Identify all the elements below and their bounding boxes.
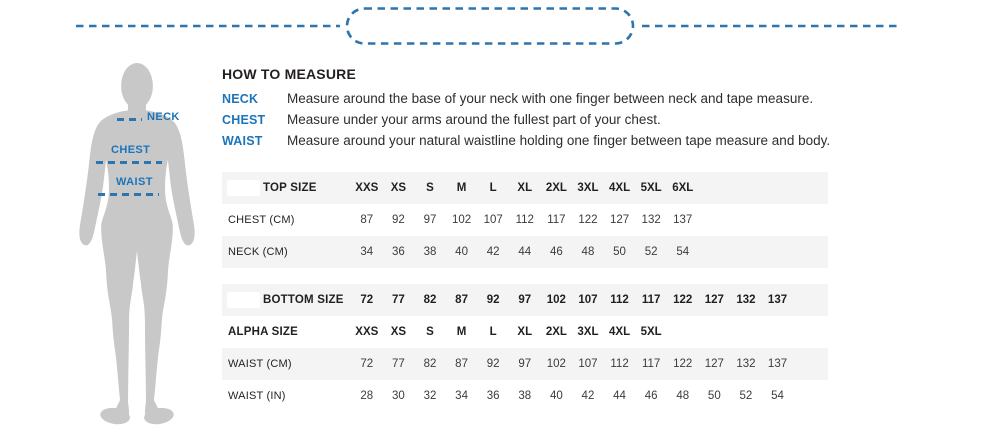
size-value-cell: 112 xyxy=(610,294,629,306)
size-value-cell: 36 xyxy=(486,390,500,402)
size-value-cell: 92 xyxy=(486,294,500,306)
size-value-cell: 4XL xyxy=(609,326,631,338)
size-value-cell: XS xyxy=(390,182,407,194)
size-value-cell: 117 xyxy=(547,214,566,226)
size-value-cell: 5XL xyxy=(640,182,662,194)
chest-dash-line-icon xyxy=(96,161,162,164)
size-value-cell: 132 xyxy=(736,294,756,306)
size-value-cell: 87 xyxy=(360,214,374,226)
figure-chest-label: CHEST xyxy=(111,144,151,156)
size-value-cell: 127 xyxy=(609,214,630,226)
size-table-row xyxy=(222,172,828,204)
size-value-cell: S xyxy=(426,326,434,338)
size-value-cell: 137 xyxy=(767,358,788,370)
size-value-cell: 112 xyxy=(515,214,534,226)
size-value-cell: 54 xyxy=(771,390,784,402)
waist-item-label: WAIST xyxy=(222,134,263,148)
size-value-cell: 122 xyxy=(578,214,598,226)
size-value-cell: 102 xyxy=(451,214,472,226)
chest-item-text: Measure under your arms around the fullest part of your chest. xyxy=(287,112,661,127)
size-value-cell: 117 xyxy=(641,294,661,306)
size-value-cell: 97 xyxy=(518,358,532,370)
size-value-cell: 87 xyxy=(455,294,468,306)
size-table-row xyxy=(222,316,828,348)
waist-item-text: Measure around your natural waistline holding one finger between tape measure and body. xyxy=(287,133,831,148)
size-value-cell: 92 xyxy=(486,358,500,370)
size-value-cell: 44 xyxy=(518,246,532,258)
size-value-cell: 117 xyxy=(641,358,661,370)
waist-dash-line-icon xyxy=(98,193,159,196)
how-to-measure-title: HOW TO MEASURE xyxy=(222,66,356,82)
size-value-cell: 102 xyxy=(546,358,566,370)
size-value-cell: 2XL xyxy=(545,326,567,338)
size-value-cell: S xyxy=(426,182,434,194)
size-value-cell: M xyxy=(456,326,467,338)
size-value-cell: 32 xyxy=(423,390,437,402)
figure-waist-label: WAIST xyxy=(116,176,153,188)
how-to-measure-item xyxy=(222,112,952,127)
size-value-cell: 72 xyxy=(360,358,374,370)
size-value-cell: XL xyxy=(517,326,533,338)
size-value-cell: 50 xyxy=(707,390,721,402)
body-silhouette xyxy=(58,60,216,428)
size-table-row xyxy=(222,380,828,412)
row-label: BOTTOM SIZE xyxy=(263,294,344,306)
size-value-cell: 132 xyxy=(641,214,661,226)
row-label: TOP SIZE xyxy=(263,182,317,194)
size-table-row xyxy=(222,284,828,316)
size-value-cell: L xyxy=(489,182,497,194)
size-value-cell: 50 xyxy=(613,246,626,258)
size-value-cell: 34 xyxy=(455,390,468,402)
row-label: NECK (CM) xyxy=(228,246,288,258)
size-value-cell: 40 xyxy=(455,246,468,258)
size-value-cell: XXS xyxy=(355,326,379,338)
size-value-cell: 48 xyxy=(581,246,595,258)
size-value-cell: M xyxy=(456,182,467,194)
size-value-cell: 112 xyxy=(610,358,629,370)
size-value-cell: 6XL xyxy=(672,182,694,194)
size-value-cell: 4XL xyxy=(609,182,631,194)
size-value-cell: 87 xyxy=(455,358,468,370)
size-value-cell: 34 xyxy=(360,246,374,258)
size-value-cell: 122 xyxy=(673,358,693,370)
chest-item-label: CHEST xyxy=(222,113,266,127)
size-value-cell: 38 xyxy=(518,390,532,402)
size-value-cell: 127 xyxy=(704,358,724,370)
size-value-cell: 30 xyxy=(391,390,405,402)
size-table-row xyxy=(222,204,828,236)
size-value-cell: 107 xyxy=(578,358,598,370)
size-value-cell: 48 xyxy=(676,390,690,402)
size-value-cell: 97 xyxy=(423,214,437,226)
size-value-cell: 3XL xyxy=(577,182,599,194)
size-value-cell: 42 xyxy=(581,390,595,402)
silhouette-body xyxy=(79,110,194,419)
neck-dash-line-icon xyxy=(117,118,142,121)
size-value-cell: 54 xyxy=(676,246,690,258)
dashed-pill-icon xyxy=(347,9,633,44)
row-label: ALPHA SIZE xyxy=(228,326,298,338)
size-value-cell: 92 xyxy=(391,214,405,226)
size-value-cell: 46 xyxy=(644,390,658,402)
size-value-cell: 132 xyxy=(736,358,756,370)
row-label: CHEST (CM) xyxy=(228,214,295,226)
size-value-cell: 82 xyxy=(423,294,437,306)
blanked-logo-patch xyxy=(227,180,260,196)
blanked-logo-patch xyxy=(227,292,260,308)
size-value-cell: 3XL xyxy=(577,326,599,338)
size-value-cell: 42 xyxy=(486,246,500,258)
size-value-cell: L xyxy=(489,326,497,338)
size-value-cell: 52 xyxy=(644,246,658,258)
size-value-cell: 122 xyxy=(673,294,693,306)
size-value-cell: XS xyxy=(390,326,407,338)
size-value-cell: 36 xyxy=(391,246,405,258)
size-value-cell: 107 xyxy=(483,214,503,226)
how-to-measure-item xyxy=(222,133,952,148)
size-value-cell: 137 xyxy=(673,214,693,226)
how-to-measure-section xyxy=(222,66,952,154)
row-label: WAIST (IN) xyxy=(228,390,286,402)
size-table-row xyxy=(222,236,828,268)
size-value-cell: 46 xyxy=(549,246,563,258)
size-table-row xyxy=(222,348,828,380)
neck-item-text: Measure around the base of your neck with one finger between neck and tape measure. xyxy=(287,91,814,106)
size-value-cell: 72 xyxy=(360,294,374,306)
row-label: WAIST (CM) xyxy=(228,358,292,370)
size-value-cell: 40 xyxy=(549,390,563,402)
size-value-cell: 127 xyxy=(704,294,724,306)
size-value-cell: 2XL xyxy=(545,182,567,194)
size-value-cell: 38 xyxy=(423,246,437,258)
size-value-cell: 82 xyxy=(423,358,437,370)
figure-neck-label: NECK xyxy=(147,111,180,123)
size-value-cell: XL xyxy=(517,182,533,194)
how-to-measure-item xyxy=(222,91,952,106)
size-value-cell: 5XL xyxy=(640,326,662,338)
size-value-cell: 77 xyxy=(391,358,405,370)
size-value-cell: 97 xyxy=(518,294,532,306)
size-value-cell: 28 xyxy=(360,390,374,402)
size-value-cell: 77 xyxy=(391,294,405,306)
size-value-cell: 137 xyxy=(767,294,788,306)
decorative-dashed-band xyxy=(0,0,1000,52)
size-value-cell: 52 xyxy=(739,390,753,402)
neck-item-label: NECK xyxy=(222,92,259,106)
size-value-cell: 44 xyxy=(613,390,626,402)
size-value-cell: 107 xyxy=(578,294,598,306)
size-value-cell: XXS xyxy=(355,182,379,194)
top-size-table xyxy=(222,172,828,268)
size-value-cell: 102 xyxy=(546,294,566,306)
bottom-size-table xyxy=(222,284,828,412)
